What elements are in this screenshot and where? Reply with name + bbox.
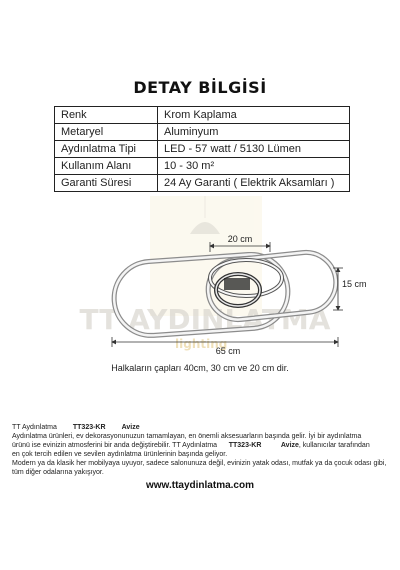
spec-label: Metaryel — [55, 124, 158, 141]
description-line: en çok tercih edilen ve sevilen aydınlatma ürünlerinin başında geliyor. — [12, 451, 228, 458]
spec-value: 24 Ay Garanti ( Elektrik Aksamları ) — [158, 175, 350, 192]
product-drawing — [0, 196, 400, 386]
spec-row — [55, 141, 350, 158]
watermark-subtext: lighting — [175, 337, 228, 351]
watermark-text: TT AYDINLATMA — [79, 303, 331, 336]
brand-name: TT Aydınlatma — [12, 424, 57, 431]
page-title: DETAY BİLGİSİ — [133, 78, 267, 97]
ring-diameter-caption: Halkaların çapları 40cm, 30 cm ve 20 cm dir. — [111, 363, 289, 373]
spec-label: Kullanım Alanı — [55, 158, 158, 175]
spec-row — [55, 158, 350, 175]
spec-value: 10 - 30 m² — [158, 158, 350, 175]
spec-table — [54, 106, 350, 192]
spec-label: Garanti Süresi — [55, 175, 158, 192]
spec-label: Aydınlatma Tipi — [55, 141, 158, 158]
spec-value: Krom Kaplama — [158, 107, 350, 124]
description-line: Modern ya da klasik her mobilyaya uyuyor, sadece salonunuza değil, evinizin yatak odası, mutfak ya da çocuk odası gibi, — [12, 460, 387, 467]
spec-row — [55, 175, 350, 192]
product-description — [12, 423, 394, 477]
spec-label: Renk — [55, 107, 158, 124]
description-line: ürünü ise evinizin atmosferini bir anda değiştirebilir. TT Aydınlatma TT323-KR Avize, kullanıcılar tarafından — [12, 442, 370, 449]
dimension-inner-label: 20 cm — [227, 234, 253, 244]
dimension-height-label: 15 cm — [342, 279, 367, 289]
description-line: tüm diğer odalarına yakışıyor. — [12, 469, 104, 476]
product-figure — [0, 196, 400, 386]
spec-row — [55, 107, 350, 124]
spec-value: Aluminyum — [158, 124, 350, 141]
description-line: Aydınlatma ürünleri, ev dekorasyonunuzun tamamlayan, en önemli aksesuarların başında gelir. İyi bir aydınlatma — [12, 433, 362, 440]
spec-value: LED - 57 watt / 5130 Lümen — [158, 141, 350, 158]
website-link[interactable]: www.ttaydinlatma.com — [146, 480, 254, 491]
product-type: Avize — [121, 424, 140, 431]
product-code: TT323-KR — [72, 424, 106, 431]
spec-row — [55, 124, 350, 141]
dimension-width-label: 65 cm — [215, 346, 241, 356]
description-header — [12, 423, 394, 432]
